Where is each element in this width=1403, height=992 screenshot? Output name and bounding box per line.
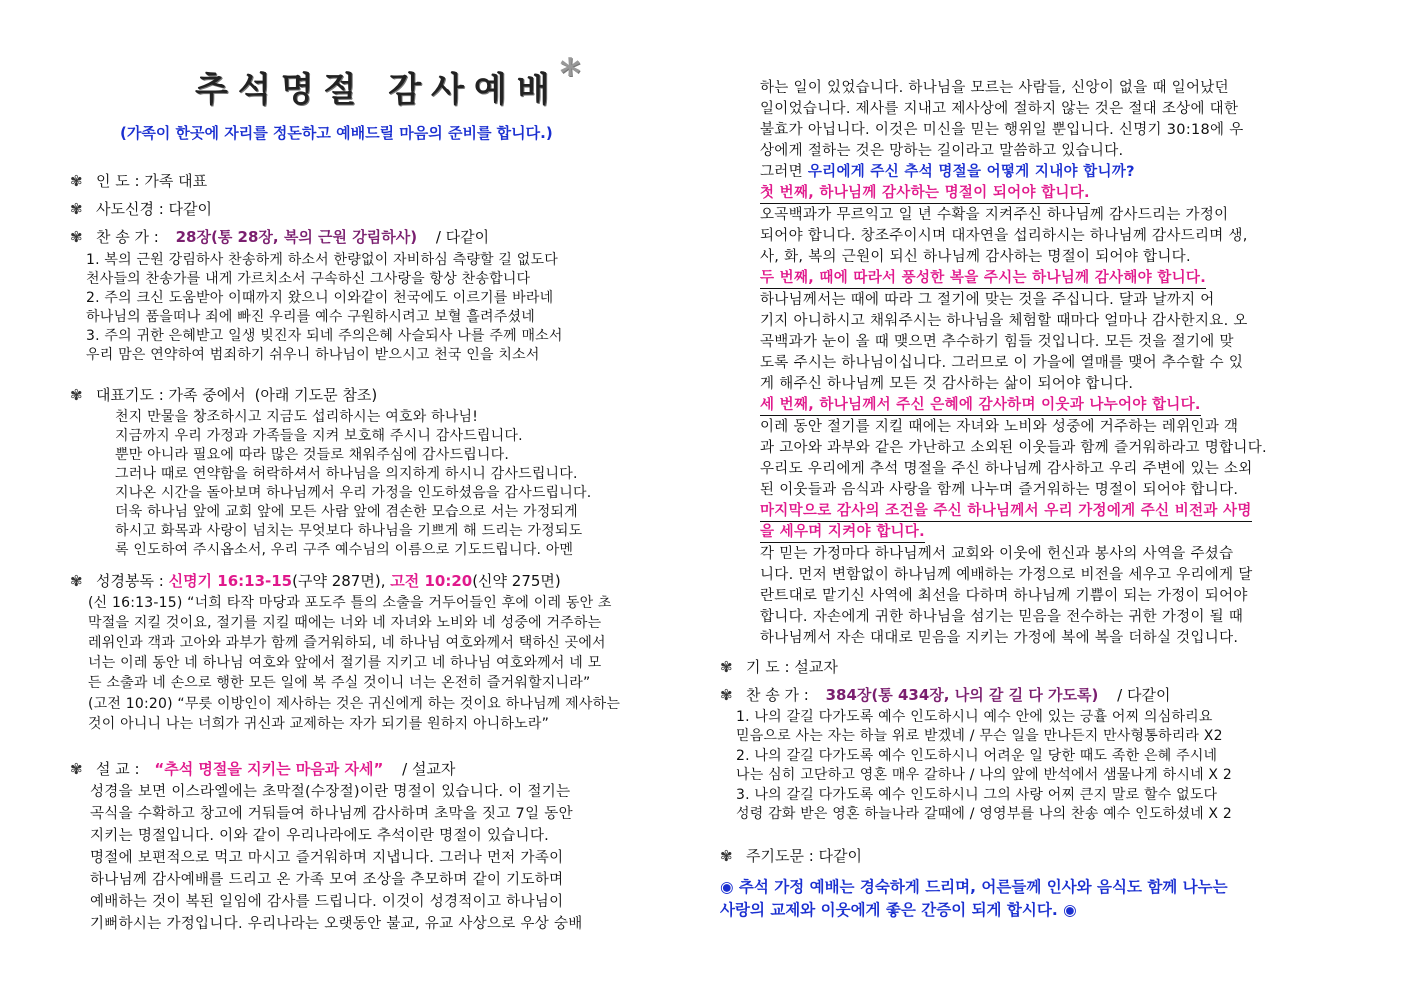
- scripture-line: (고전 10:20) “무릇 이방인이 제사하는 것은 귀신에게 하는 것이요 하나님께 제사하는: [88, 696, 621, 712]
- question-text: 우리에게 주신 추석 명절을 어떻게 지내야 합니까?: [807, 164, 1135, 180]
- verse-line: 하나님의 품을떠나 죄에 빠진 우리를 예수 구원하시려고 보혈 흘려주셨네: [86, 309, 535, 325]
- verse-line: 1. 나의 갈길 다가도록 예수 인도하시니 예수 안에 있는 긍휼 어찌 의심하리요: [736, 709, 1213, 725]
- scripture-line: 너는 이레 동안 네 하나님 여호와 앞에서 절기를 지키고 네 하나님 여호와께서 네 모: [88, 655, 602, 671]
- body-line: 니다. 먼저 변함없이 하나님께 예배하는 가정으로 비전을 세우고 우리에게 달: [760, 567, 1253, 583]
- scripture-line: 레위인과 객과 고아와 과부가 함께 즐거워하되, 네 하나님 여호와께서 택하신 곳에서: [88, 635, 606, 651]
- leaf-bullet-icon: ✾: [70, 200, 83, 218]
- body-line: 되어야 합니다. 창조주이시며 대자연을 섭리하시는 하나님께 감사드리며 생,: [760, 228, 1248, 244]
- body-line: 우리도 우리에게 추석 명절을 주신 하나님께 감사하고 우리 주변에 있는 소외: [760, 461, 1253, 477]
- verse-line: 2. 주의 크신 도움받아 이때까지 왔으니 이와같이 천국에도 이르기를 바라네: [86, 290, 554, 306]
- body-line: 도록 주시는 하나님이십니다. 그러므로 이 가을에 열매를 맺어 추수할 수 있: [760, 355, 1244, 371]
- reading-row: ✾ 성경봉독 : 신명기 16:13-15(구약 287면), 고전 10:20(신약 275면): [70, 572, 561, 590]
- sermon-line: 기뻐하시는 가정입니다. 우리나라는 오랫동안 불교, 유교 사상으로 우상 숭배: [90, 916, 583, 932]
- verse-line: 1. 복의 근원 강림하사 찬송하게 하소서 한량없이 자비하심 측량할 길 없도다: [86, 252, 558, 268]
- prayer-line: 뿐만 아니라 필요에 따라 많은 것들로 채워주심에 감사드립니다.: [115, 447, 510, 463]
- closing-note-line: 사랑의 교제와 이웃에게 좋은 간증이 되게 합시다. ◉: [720, 901, 1077, 919]
- lords-prayer-row: ✾ 주기도문 : 다같이: [720, 847, 863, 865]
- sermon-title: “추석 명절을 지키는 마음과 자세”: [154, 760, 384, 778]
- scripture-line: 막절을 지킬 것이요, 절기를 지킬 때에는 너와 네 자녀와 노비와 네 성중에 거주하는: [88, 615, 602, 631]
- leaf-bullet-icon: ✾: [720, 686, 733, 704]
- body-line: 상에게 절하는 것은 망하는 길이라고 말씀하고 있습니다.: [760, 143, 1124, 159]
- verse-line: 믿음으로 사는 자는 하늘 위로 받겠네 / 무슨 일을 만나든지 만사형통하리라 X2: [736, 728, 1223, 744]
- body-line: 된 이웃들과 음식과 사랑을 함께 나누며 즐거워하는 명절이 되어야 합니다.: [760, 482, 1239, 498]
- page-subtitle: (가족이 한곳에 자리를 정돈하고 예배드릴 마음의 준비를 합니다.): [120, 124, 553, 142]
- scripture-line: 든 소출과 네 손으로 행한 모든 일에 복 주실 것이니 너는 온전히 즐거워할지니라”: [88, 675, 591, 691]
- body-line: 각 믿는 가정마다 하나님께서 교회와 이웃에 헌신과 봉사의 사역을 주셨습: [760, 546, 1234, 562]
- body-line: 기지 아니하시고 채워주시는 하나님을 체험할 때마다 얼마나 감사한지요. 오: [760, 313, 1248, 329]
- point-heading-4-cont: 을 세우며 지켜야 합니다.: [760, 520, 925, 543]
- verse-line: 3. 주의 귀한 은혜받고 일생 빚진자 되네 주의은혜 사슬되사 나를 주께 매소서: [86, 328, 563, 344]
- sermon-line: 지키는 명절입니다. 이와 같이 우리나라에도 추석이란 명절이 있습니다.: [90, 828, 550, 844]
- body-line: 이레 동안 절기를 지킬 때에는 자녀와 노비와 성중에 거주하는 레위인과 객: [760, 419, 1239, 435]
- leaf-bullet-icon: ✾: [70, 172, 83, 190]
- point-heading-4: 마지막으로 감사의 조건을 주신 하나님께서 우리 가정에게 주신 비전과 사명: [760, 499, 1252, 522]
- body-line: 곡백과가 눈이 올 때 맺으면 추수하기 힘들 것입니다. 모든 것을 절기에 맞: [760, 334, 1234, 350]
- prayer-line: 지금까지 우리 가정과 가족들을 지켜 보호해 주시니 감사드립니다.: [115, 428, 523, 444]
- verse-line: 3. 나의 갈길 다가도록 예수 인도하시니 그의 사랑 어찌 큰지 말로 할수 없도다: [736, 787, 1218, 803]
- body-line: 하나님께서 자손 대대로 믿음을 지키는 가정에 복에 복을 더하실 것입니다.: [760, 630, 1239, 646]
- leaf-bullet-icon: ✾: [70, 386, 83, 404]
- sermon-line: 하나님께 감사예배를 드리고 온 가족 모여 조상을 추모하며 같이 기도하며: [90, 872, 564, 888]
- sermon-line: 곡식을 수확하고 창고에 거둬들여 하나님께 감사하며 초막을 짓고 7일 동안: [90, 806, 573, 822]
- body-line: 일이었습니다. 제사를 지내고 제사상에 절하지 않는 것은 절대 조상에 대한: [760, 101, 1239, 117]
- prayer-line: 천지 만물을 창조하시고 지금도 섭리하시는 여호와 하나님!: [115, 409, 479, 425]
- invocation-row: ✾ 인 도 : 가족 대표: [70, 172, 208, 190]
- prayer-line: 더욱 하나님 앞에 교회 앞에 모든 사람 앞에 겸손한 모습으로 서는 가정되게: [115, 504, 578, 520]
- prayer-line: 록 인도하여 주시옵소서, 우리 구주 예수님의 이름으로 기도드립니다. 아멘: [115, 542, 574, 558]
- prayer-row: ✾ 대표기도 : 가족 중에서 (아래 기도문 참조): [70, 386, 378, 404]
- prayer-line: 그러나 때로 연약함을 허락하셔서 하나님을 의지하게 하시니 감사드립니다.: [115, 466, 578, 482]
- verse-line: 천사들의 찬송가를 내게 가르치소서 구속하신 그사랑을 항상 찬송합니다: [86, 271, 531, 287]
- body-line: 하는 일이 있었습니다. 하나님을 모르는 사람들, 신앙이 없을 때 일어났던: [760, 80, 1229, 96]
- hymn2-row: ✾ 찬 송 가 : 384장(통 434장, 나의 갈 길 다 가도록) / 다같이: [720, 686, 1171, 704]
- verse-line: 나는 심히 고단하고 영혼 매우 갈하나 / 나의 앞에 반석에서 샘물나게 하시네 X 2: [736, 767, 1232, 783]
- verse-line: 우리 맘은 연약하여 범죄하기 쉬우니 하나님이 받으시고 천국 인을 치소서: [86, 347, 540, 363]
- question-line: 그러면 우리에게 주신 추석 명절을 어떻게 지내야 합니까?: [760, 164, 1135, 180]
- body-line: 과 고아와 과부와 같은 가난하고 소외된 이웃들과 함께 즐거워하라고 명합니다.: [760, 440, 1267, 456]
- body-line: 합니다. 자손에게 귀한 하나님을 섬기는 믿음을 전수하는 귀한 가정이 될 때: [760, 609, 1244, 625]
- scripture-line: (신 16:13-15) “너희 타작 마당과 포도주 틀의 소출을 거두어들인 후에 이레 동안 초: [88, 595, 612, 611]
- prayer-line: 지나온 시간을 돌아보며 하나님께서 우리 가정을 인도하셨음을 감사드립니다.: [115, 485, 592, 501]
- verse-line: 2. 나의 갈길 다가도록 예수 인도하시니 어려운 일 당한 때도 족한 은혜 주시네: [736, 748, 1218, 764]
- sermon-line: 예배하는 것이 복된 일임에 감사를 드립니다. 이것이 성경적이고 하나님이: [90, 894, 564, 910]
- body-line: 불효가 아닙니다. 이것은 미신을 믿는 행위일 뿐입니다. 신명기 30:18에 우: [760, 122, 1244, 138]
- body-line: 게 해주신 하나님께 모든 것 감사하는 삶이 되어야 합니다.: [760, 376, 1134, 392]
- prayer2-row: ✾ 기 도 : 설교자: [720, 658, 838, 676]
- body-line: 오곡백과가 무르익고 일 년 수확을 지켜주신 하나님께 감사드리는 가정이: [760, 207, 1229, 223]
- hymn2-number: 384장(통 434장, 나의 갈 길 다 가도록): [825, 686, 1099, 704]
- page-title: 추석명절 감사예배*: [195, 50, 581, 110]
- verse-line: 성령 감화 받은 영혼 하늘나라 갈때에 / 영영부를 나의 찬송 예수 인도하셨네 X 2: [736, 806, 1232, 822]
- sermon-line: 성경을 보면 이스라엘에는 초막절(수장절)이란 명절이 있습니다. 이 절기는: [90, 784, 571, 800]
- hymn1-row: ✾ 찬 송 가 : 28장(통 28장, 복의 근원 강림하사) / 다같이: [70, 228, 490, 246]
- sermon-row: ✾ 설 교 : “추석 명절을 지키는 마음과 자세” / 설교자: [70, 760, 456, 778]
- point-heading-3: 세 번째, 하나님께서 주신 은혜에 감사하며 이웃과 나누어야 합니다.: [760, 393, 1201, 416]
- leaf-bullet-icon: ✾: [70, 572, 83, 590]
- hymn1-number: 28장(통 28장, 복의 근원 강림하사): [175, 228, 418, 246]
- body-line: 하나님께서는 때에 따라 그 절기에 맞는 것을 주십니다. 달과 날까지 어: [760, 292, 1215, 308]
- sermon-line: 명절에 보편적으로 먹고 마시고 즐거워하며 지냅니다. 그러나 먼저 가족이: [90, 850, 564, 866]
- asterisk-icon: *: [559, 50, 581, 97]
- body-line: 란트대로 맡기신 사역에 최선을 다하며 하나님께 기쁨이 되는 가정이 되어야: [760, 588, 1248, 604]
- leaf-bullet-icon: ✾: [720, 847, 733, 865]
- closing-note-line: ◉ 추석 가정 예배는 경숙하게 드리며, 어른들께 인사와 음식도 함께 나누는: [720, 878, 1228, 896]
- point-heading-2: 두 번째, 때에 따라서 풍성한 복을 주시는 하나님께 감사해야 합니다.: [760, 266, 1206, 289]
- body-line: 사, 화, 복의 근원이 되신 하나님께 감사하는 명절이 되어야 합니다.: [760, 249, 1191, 265]
- scripture-line: 것이 아니니 나는 너희가 귀신과 교제하는 자가 되기를 원하지 아니하노라”: [88, 716, 550, 732]
- leaf-bullet-icon: ✾: [70, 760, 83, 778]
- point-heading-1: 첫 번째, 하나님께 감사하는 명절이 되어야 합니다.: [760, 181, 1090, 204]
- prayer-line: 하시고 화목과 사랑이 넘치는 무엇보다 하나님을 기쁘게 해 드리는 가정되도: [115, 523, 583, 539]
- leaf-bullet-icon: ✾: [70, 228, 83, 246]
- leaf-bullet-icon: ✾: [720, 658, 733, 676]
- creed-row: ✾ 사도신경 : 다같이: [70, 200, 213, 218]
